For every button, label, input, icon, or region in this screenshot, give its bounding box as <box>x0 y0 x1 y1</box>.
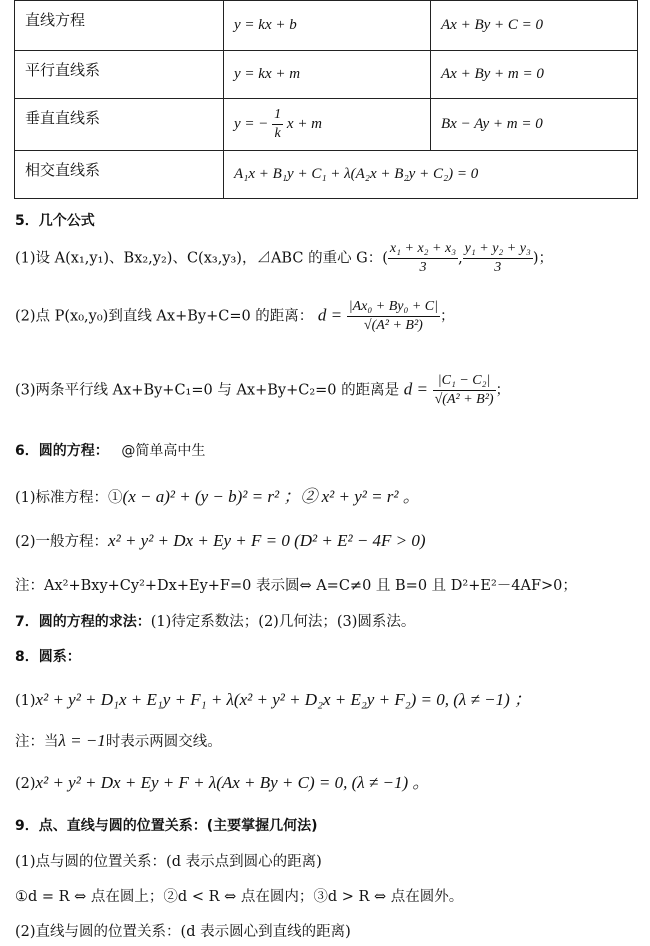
distance-text: (2)点 P(x₀,y₀)到直线 Ax+By+C=0 的距离： <box>15 308 314 325</box>
circle-system-line-1 <box>15 685 531 710</box>
circle-methods-line <box>15 610 415 631</box>
line-end: )； <box>532 250 553 267</box>
row-label: 相交直线系 <box>15 151 224 199</box>
note-end: 时表示两圆交线。 <box>105 734 222 750</box>
line-equation-table <box>14 0 638 199</box>
distance-symbol: d = <box>403 379 428 399</box>
section-heading: 7．圆的方程的求法： <box>15 614 151 630</box>
fraction-denominator: √(A² + B²) <box>363 318 423 333</box>
slope-form-formula: y = kx + m <box>224 51 431 99</box>
item-number: (1) <box>15 693 36 709</box>
table-row <box>15 151 638 199</box>
centroid-formula-line <box>15 240 553 277</box>
general-form-formula: Ax + By + m = 0 <box>431 51 638 99</box>
circle-system-note <box>15 730 222 751</box>
point-circle-relation-line: (1)点与圆的位置关系：(d 表示点到圆心的距离) <box>15 854 322 870</box>
circle-system-math: x² + y² + Dx + Ey + F + λ(Ax + By + C) = 0, (λ ≠ −1) 。 <box>35 773 430 792</box>
table-row <box>15 51 638 99</box>
standard-equation-text: (1)标准方程：① <box>15 490 123 506</box>
fraction-denominator: 3 <box>494 260 502 275</box>
row-label: 直线方程 <box>15 1 224 51</box>
fraction-numerator: y₁ + y₂ + y₃ <box>463 240 533 259</box>
general-form-formula: Ax + By + C = 0 <box>431 1 638 51</box>
fraction-denominator: √(A² + B²) <box>434 392 494 407</box>
general-form-formula: Bx − Ay + m = 0 <box>431 99 638 151</box>
note-math: λ = −1 <box>58 731 106 750</box>
section-heading: 6．圆的方程： <box>15 443 109 459</box>
row-label: 平行直线系 <box>15 51 224 99</box>
watermark: @简单高中生 <box>121 443 206 459</box>
table-row <box>15 99 638 151</box>
general-equation-line <box>15 530 426 551</box>
section-heading: 9．点、直线与圆的位置关系：(主要掌握几何法) <box>15 818 318 834</box>
section-heading: 5．几个公式 <box>15 213 95 229</box>
fraction <box>388 240 458 277</box>
formula-prefix: y = − <box>234 115 269 132</box>
fraction-numerator: 1 <box>272 106 283 125</box>
fraction-numerator: |Ax₀ + By₀ + C| <box>347 298 440 317</box>
standard-equation-math: (x − a)² + (y − b)² = r² ；② x² + y² = r² 。 <box>122 487 420 506</box>
section-heading: 8．圆系： <box>15 649 81 665</box>
distance-text: (3)两条平行线 Ax+By+C₁=0 与 Ax+By+C₂=0 的距离是 <box>15 382 400 399</box>
standard-equation-line <box>15 482 420 507</box>
slope-form-formula <box>224 99 431 151</box>
general-equation-text: (2)一般方程： <box>15 534 109 550</box>
fraction-numerator: |C₁ − C₂| <box>433 372 496 391</box>
row-label: 垂直直线系 <box>15 99 224 151</box>
circle-system-math: x² + y² + D₁x + E₁y + F₁ + λ(x² + y² + D₂x + E₂y + F₂) = 0, (λ ≠ −1) ； <box>35 690 531 709</box>
parallel-lines-distance-line <box>15 372 510 409</box>
circle-system-line-2 <box>15 768 429 793</box>
fraction <box>433 372 496 409</box>
line-end: ； <box>439 308 455 325</box>
distance-symbol: d = <box>317 305 343 325</box>
separator: , <box>458 250 463 267</box>
circle-condition-note: 注：Ax²+Bxy+Cy²+Dx+Ey+F=0 表示圆⇔ A=C≠0 且 B=0 且 D²+E²－4AF>0； <box>15 578 577 594</box>
line-end: ； <box>495 382 511 399</box>
formula-suffix: x + m <box>286 115 323 132</box>
fraction <box>463 240 533 277</box>
circle-methods-text: (1)待定系数法；(2)几何法；(3)圆系法。 <box>150 614 416 630</box>
general-equation-math: x² + y² + Dx + Ey + F = 0 (D² + E² − 4F > 0) <box>108 531 426 550</box>
table-row <box>15 1 638 51</box>
fraction-denominator: 3 <box>419 260 427 275</box>
point-circle-cases-line: ①d = R ⇔ 点在圆上；②d < R ⇔ 点在圆内；③d > R ⇔ 点在圆外。 <box>15 889 464 905</box>
section-heading-row <box>15 440 205 460</box>
centroid-text: (1)设 A(x₁,y₁)、Bx₂,y₂)、C(x₃,y₃)，⊿ABC 的重心 G：( <box>15 250 388 267</box>
fraction <box>272 106 283 143</box>
fraction <box>347 298 440 335</box>
intersecting-lines-formula: A₁x + B₁y + C₁ + λ(A₂x + B₂y + C₂) = 0 <box>224 151 638 199</box>
item-number: (2) <box>15 776 36 792</box>
point-line-distance-line <box>15 298 454 335</box>
note-text: 注：当 <box>15 734 59 750</box>
line-circle-relation-line: (2)直线与圆的位置关系：(d 表示圆心到直线的距离) <box>15 924 351 940</box>
fraction-numerator: x₁ + x₂ + x₃ <box>388 240 458 259</box>
slope-form-formula: y = kx + b <box>224 1 431 51</box>
fraction-denominator: k <box>274 126 281 141</box>
